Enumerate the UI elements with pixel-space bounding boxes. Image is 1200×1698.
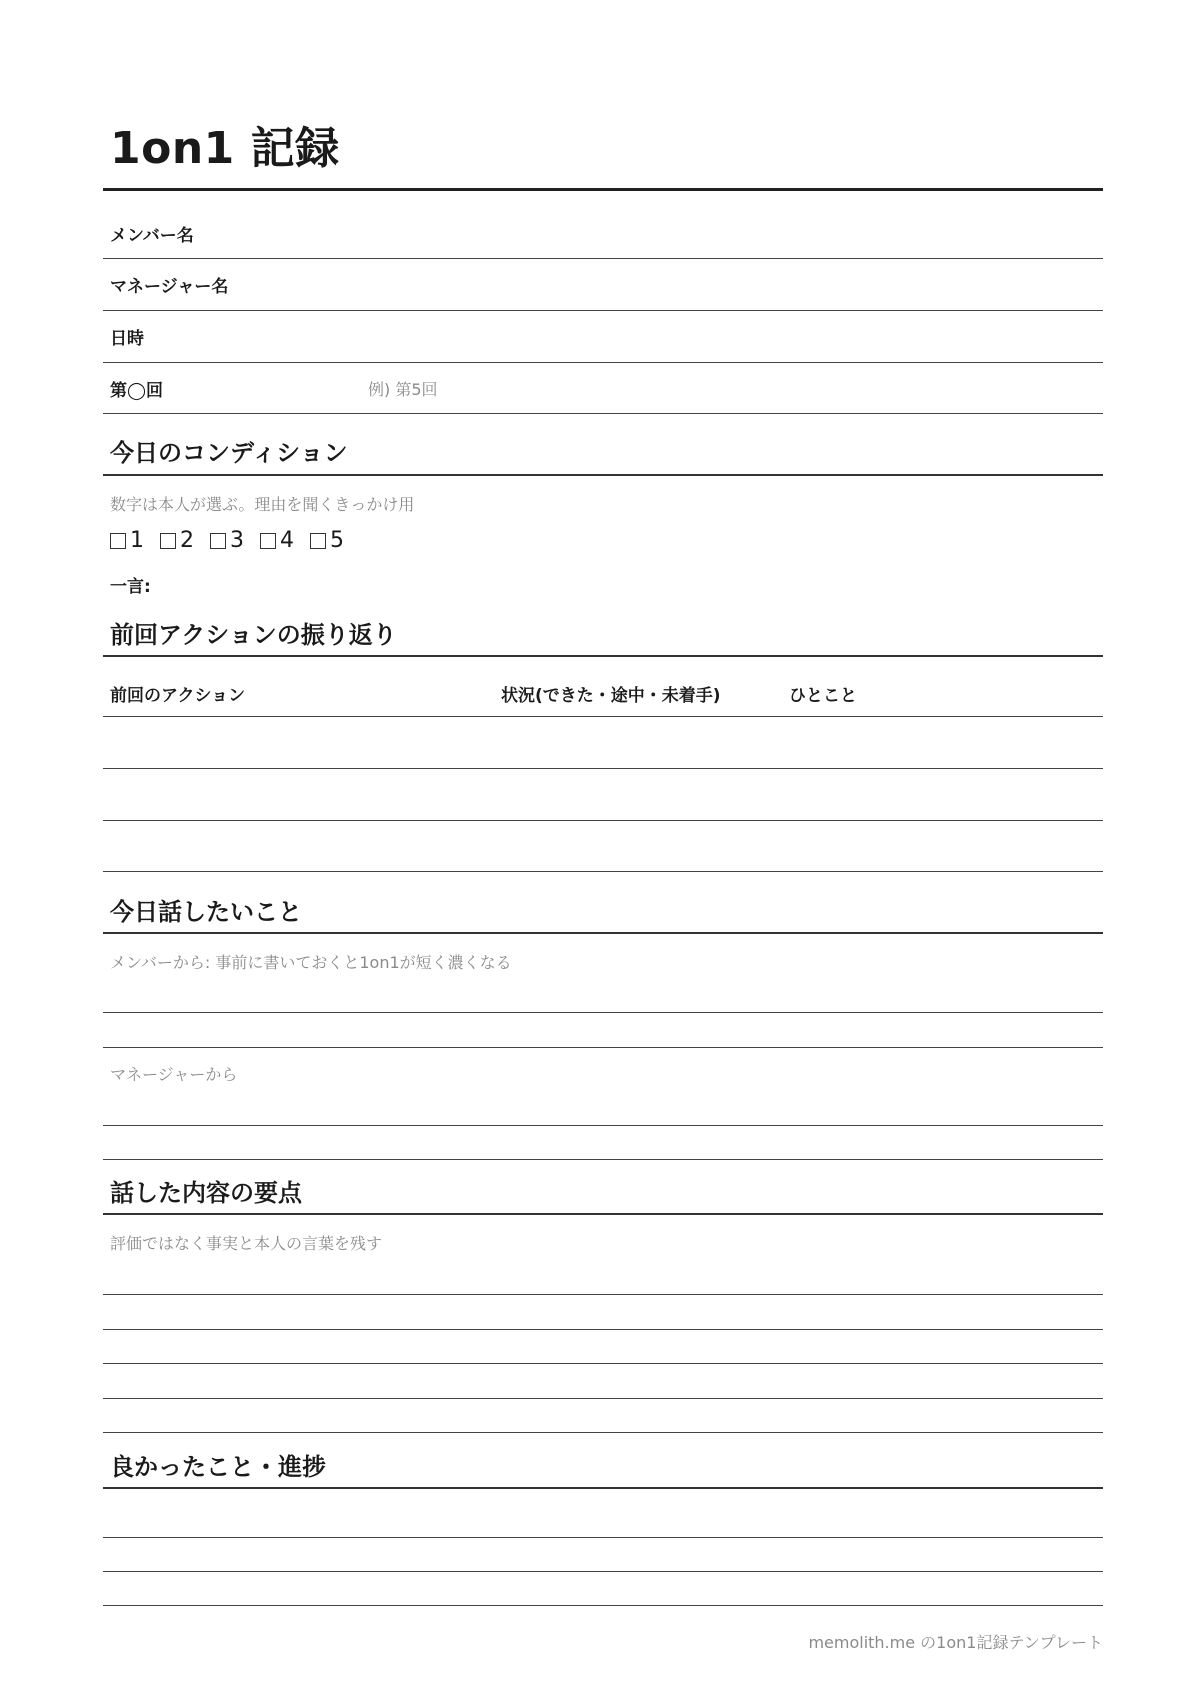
condition-option-1[interactable] — [110, 528, 144, 553]
round-label: 第◯回 — [110, 381, 164, 401]
topics-manager-hint: マネージャーから — [110, 1065, 238, 1084]
datetime-line[interactable] — [103, 362, 1103, 363]
member-name-line[interactable] — [103, 258, 1103, 259]
topics-heading: 今日話したいこと — [110, 898, 302, 926]
checkbox-icon — [310, 533, 326, 549]
option-label: 1 — [130, 528, 144, 553]
progress-line[interactable] — [103, 1605, 1103, 1606]
condition-option-5[interactable] — [310, 528, 344, 553]
summary-line[interactable] — [103, 1363, 1103, 1364]
condition-hint: 数字は本人が選ぶ。理由を聞くきっかけ用 — [110, 495, 415, 514]
review-heading: 前回アクションの振り返り — [110, 621, 397, 649]
summary-heading: 話した内容の要点 — [110, 1179, 302, 1207]
round-line[interactable] — [103, 413, 1103, 414]
checkbox-icon — [110, 533, 126, 549]
review-divider — [103, 655, 1103, 657]
summary-line[interactable] — [103, 1432, 1103, 1433]
condition-heading: 今日のコンディション — [110, 439, 348, 467]
checkbox-icon — [160, 533, 176, 549]
topics-member-hint: メンバーから: 事前に書いておくと1on1が短く濃くなる — [110, 953, 512, 972]
column-comment: ひとこと — [789, 686, 857, 706]
topics-manager-line[interactable] — [103, 1125, 1103, 1126]
progress-divider — [103, 1487, 1103, 1489]
summary-line[interactable] — [103, 1398, 1103, 1399]
review-row-line[interactable] — [103, 820, 1103, 821]
comment-label: 一言: — [110, 577, 151, 597]
condition-option-4[interactable] — [260, 528, 294, 553]
option-label: 4 — [280, 528, 294, 553]
option-label: 3 — [230, 528, 244, 553]
manager-name-line[interactable] — [103, 310, 1103, 311]
topics-divider — [103, 932, 1103, 934]
progress-line[interactable] — [103, 1537, 1103, 1538]
checkbox-icon — [260, 533, 276, 549]
summary-divider — [103, 1213, 1103, 1215]
checkbox-icon — [210, 533, 226, 549]
review-row-line[interactable] — [103, 871, 1103, 872]
condition-divider — [103, 474, 1103, 476]
review-header-line — [103, 716, 1103, 717]
datetime-label: 日時 — [110, 329, 144, 349]
topics-member-line[interactable] — [103, 1047, 1103, 1048]
condition-option-2[interactable] — [160, 528, 194, 553]
option-label: 5 — [330, 528, 344, 553]
member-name-label: メンバー名 — [110, 226, 194, 246]
review-row-line[interactable] — [103, 768, 1103, 769]
title-divider — [103, 188, 1103, 191]
condition-option-3[interactable] — [210, 528, 244, 553]
option-label: 2 — [180, 528, 194, 553]
column-status: 状況(できた・途中・未着手) — [501, 686, 721, 706]
topics-member-line[interactable] — [103, 1012, 1103, 1013]
round-example: 例) 第5回 — [368, 380, 438, 399]
footer-credit: memolith.me の1on1記録テンプレート — [808, 1633, 1103, 1652]
summary-line[interactable] — [103, 1329, 1103, 1330]
summary-hint: 評価ではなく事実と本人の言葉を残す — [110, 1234, 383, 1253]
topics-manager-line[interactable] — [103, 1159, 1103, 1160]
progress-heading: 良かったこと・進捗 — [110, 1453, 326, 1481]
progress-line[interactable] — [103, 1571, 1103, 1572]
column-previous-action: 前回のアクション — [110, 686, 246, 706]
page-title: 1on1 記録 — [110, 123, 340, 174]
manager-name-label: マネージャー名 — [110, 277, 229, 297]
condition-checkboxes — [110, 528, 344, 553]
summary-line[interactable] — [103, 1294, 1103, 1295]
